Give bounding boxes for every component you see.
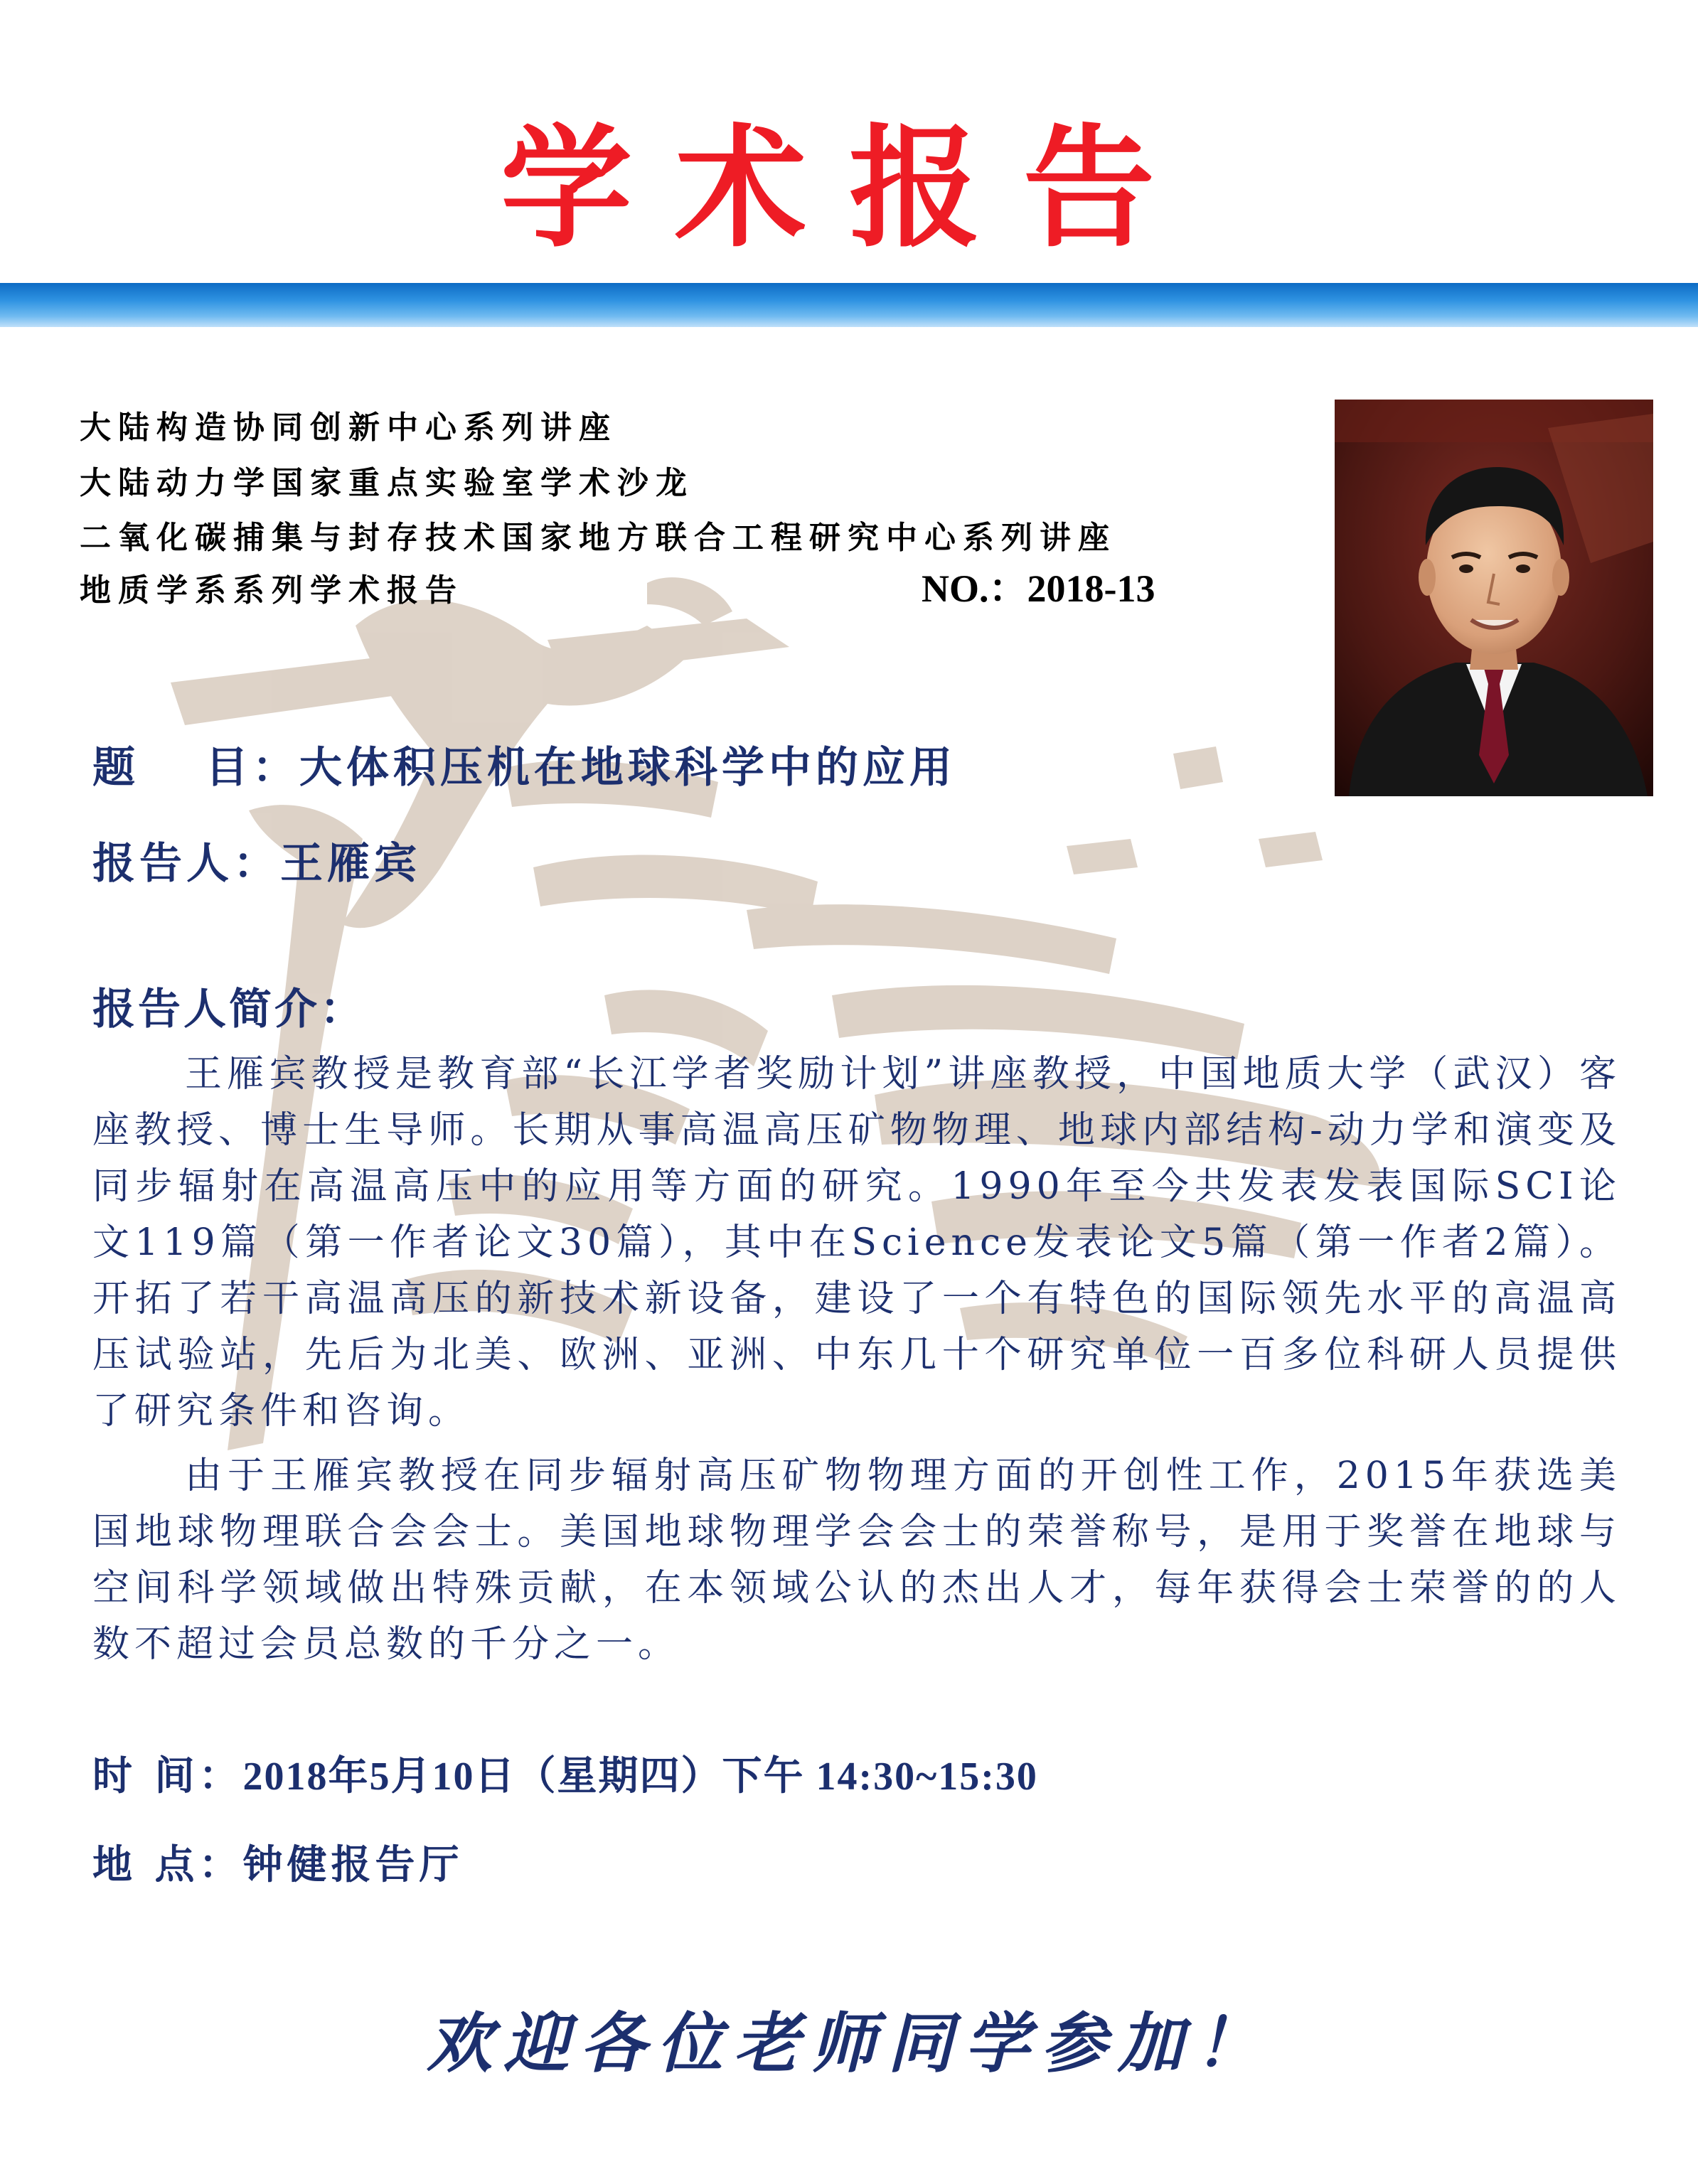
speaker-name: 王雁宾 [280,839,421,889]
series-line: 地质学系系列学术报告 [80,572,464,609]
place-value: 钟健报告厅 [242,1841,464,1888]
time-line [92,1749,1038,1804]
place-label: 地 点： [92,1841,243,1888]
series-line: 大陆构造协同创新中心系列讲座 [80,410,617,446]
series-line: 二氧化碳捕集与封存技术国家地方联合工程研究中心系列讲座 [80,520,1116,556]
bio-body [92,1046,1621,1681]
watermark-stroke [171,654,412,725]
speaker-label: 报告人： [92,839,280,889]
welcome-message: 欢迎各位老师同学参加！ [426,2006,1271,2082]
watermark-stroke [1067,839,1138,874]
header-blue-band [0,283,1698,327]
watermark-stroke [647,577,732,626]
serial-number: NO.：2018-13 [922,567,1155,610]
topic-line [92,739,956,796]
bio-paragraph: 王雁宾教授是教育部“长江学者奖励计划”讲座教授，中国地质大学（武汉）客座教授、博士生导师。长期从事高温高压矿物物理、地球内部结构-动力学和演变及同步辐射在高温高压中的应用等方面的研究。1990年至今共发表发表国际SCI论文119篇（第一作者论文30篇），其中在Science发表论文5篇（第一作者2篇）。开拓了若干高温高压的新技术新设备，建设了一个有特色的国际领先水平的高温高压试验站，先后为北美、欧洲、亚洲、中东几十个研究单位一百多位科研人员提供了研究条件和咨询。 [92,1053,1621,1433]
time-value: 2018年5月10日（星期四）下午 14:30~15:30 [242,1755,1038,1799]
topic-label: 题 目： [92,743,299,793]
time-label: 时 间： [92,1752,243,1799]
watermark-stroke [747,904,1116,974]
watermark-stroke [1173,746,1223,789]
poster-title: 学术报告 [501,112,1197,265]
topic-value: 大体积压机在地球科学中的应用 [299,743,956,793]
bio-heading: 报告人简介： [92,985,365,1034]
series-line: 大陆动力学国家重点实验室学术沙龙 [80,465,694,501]
speaker-photo [1335,400,1653,796]
bio-paragraph: 由于王雁宾教授在同步辐射高压矿物物理方面的开创性工作，2015年获选美国地球物理联合会会士。美国地球物理学会会士的荣誉称号，是用于奖誉在地球与空间科学领域做出特殊贡献，在本领域公认的杰出人才，每年获得会士荣誉的的人数不超过会员总数的千分之一。 [92,1455,1621,1666]
speaker-line [92,835,421,892]
watermark-stroke [1259,832,1323,867]
place-line [92,1838,464,1892]
